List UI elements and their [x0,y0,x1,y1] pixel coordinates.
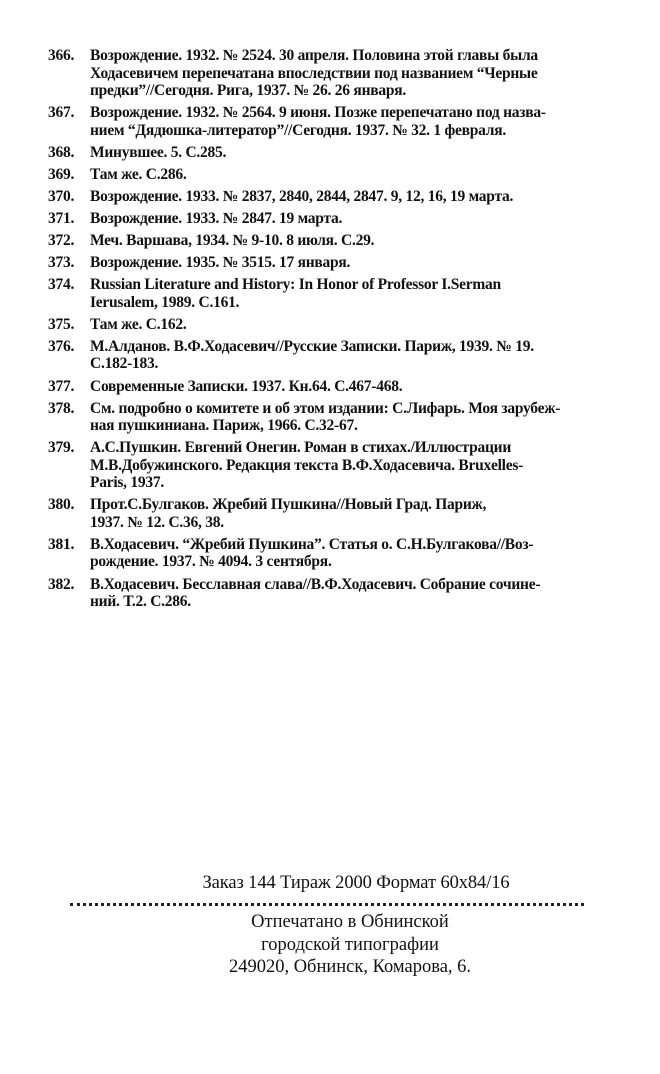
endnote-text: Минувшее. 5. С.285. [90,143,227,161]
endnote-text: Russian Literature and History: In Honor of Professor I.Serman Ierusalem, 1989. С.161. [90,276,501,311]
endnote-text: Возрождение. 1933. № 2837, 2840, 2844, 2847. 9, 12, 16, 19 марта. [90,187,514,205]
endnote-number: 376. [48,337,75,355]
endnote-text: Возрождение. 1935. № 3515. 17 января. [90,254,351,272]
colophon [0,872,660,979]
print-order-line: Заказ 144 Тираж 2000 Формат 60х84/16 [202,873,510,893]
endnote-text: Возрождение. 1932. № 2564. 9 июня. Позже перепечатано под назва- нием “Дядюшка-литератор”//Сегодня. 1937. № 32. 1 февраля. [90,104,546,139]
endnote-number: 378. [48,399,75,417]
endnote-number: 372. [48,232,75,250]
endnote [48,144,628,162]
dotted-divider [70,903,584,906]
printer-line: городской типографии [261,934,439,955]
endnote [48,338,628,373]
endnotes-list [48,47,628,615]
endnote-number: 377. [48,377,75,395]
endnote [48,439,628,492]
endnote-number: 381. [48,535,75,553]
endnote [48,210,628,228]
printer-address: 249020, Обнинск, Комарова, 6. [228,957,472,977]
endnote [48,496,628,531]
endnote-number: 368. [48,143,75,161]
endnote [48,378,628,396]
endnote-number: 374. [48,276,75,294]
endnote-text: Прот.С.Булгаков. Жребий Пушкина//Новый Град. Париж, 1937. № 12. С.36, 38. [90,496,487,531]
endnote-text: Меч. Варшава, 1934. № 9-10. 8 июля. С.29. [90,232,375,250]
endnote-number: 367. [48,104,75,122]
endnote-number: 366. [48,47,75,64]
endnote-text: А.С.Пушкин. Евгений Онегин. Роман в стихах./Иллюстрации М.В.Добужинского. Редакция текста В.Ф.Ходасевича. Bruxelles- Paris, 1937. [90,439,524,492]
endnote [48,276,628,311]
endnote-text: М.Алданов. В.Ф.Ходасевич//Русские Записки. Париж, 1939. № 19. С.182-183. [90,337,534,373]
endnote-text: В.Ходасевич. Бесславная слава//В.Ф.Ходасевич. Собрание сочине- ний. Т.2. С.286. [90,575,541,610]
endnote [48,166,628,184]
endnote-number: 369. [48,165,75,183]
endnote-number: 380. [48,496,75,514]
endnote-number: 370. [48,187,75,205]
endnote [48,104,628,139]
endnote-number: 371. [48,209,75,227]
endnote-text: Возрождение. 1933. № 2847. 19 марта. [90,209,343,227]
endnote [48,536,628,571]
endnote-number: 382. [48,575,75,593]
endnote-number: 375. [48,315,75,333]
endnote [48,316,628,334]
printer-line: Отпечатано в Обнинской [251,912,449,932]
printer-info [0,911,660,979]
endnote [48,400,628,435]
endnote [48,232,628,250]
endnote-text: Там же. С.162. [90,315,187,333]
endnote-text: Возрождение. 1932. № 2524. 30 апреля. Половина этой главы была Ходасевичем перепечатана впоследствии под названием “Черные предки”//Сегодня. Рига, 1937. № 26. 26 января. [90,47,538,99]
endnote-number: 379. [48,439,75,457]
endnote-text: В.Ходасевич. “Жребий Пушкина”. Статья о. С.Н.Булгакова//Воз- рождение. 1937. № 4094. 3 сентября. [90,535,534,571]
endnote-text: Там же. С.286. [90,165,187,183]
endnote-number: 373. [48,254,75,272]
endnote-text: См. подробно о комитете и об этом издании: С.Лифарь. Моя зарубеж- ная пушкиниана. Париж, 1966. С.32-67. [90,399,561,435]
endnote [48,188,628,206]
endnote [48,576,628,611]
endnote [48,254,628,272]
endnote [48,47,628,100]
endnote-text: Современные Записки. 1937. Кн.64. С.467-468. [90,377,403,395]
